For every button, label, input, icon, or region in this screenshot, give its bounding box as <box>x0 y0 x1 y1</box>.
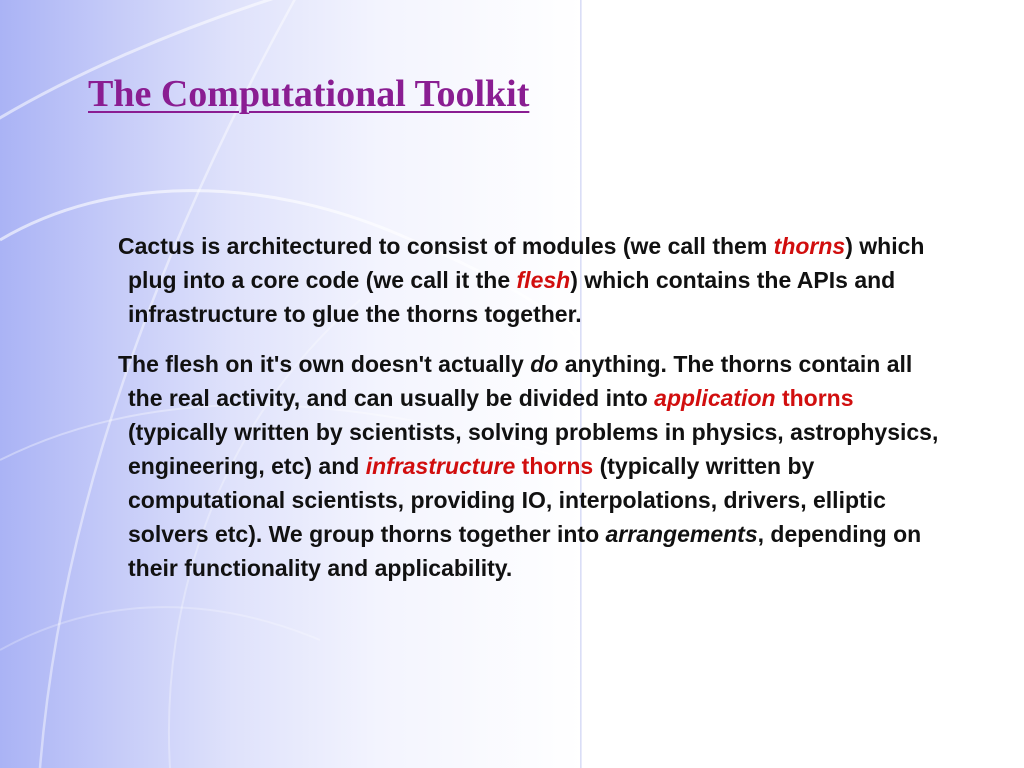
emphasis-flesh: flesh <box>516 267 571 293</box>
slide-title: The Computational Toolkit <box>88 73 530 115</box>
emphasis-arrangements: arrangements <box>605 521 758 547</box>
text-run: ) which plug into a core code (we call it the <box>128 233 925 293</box>
text-run: (typically written by computational scientists, providing IO, interpolations, drivers, elliptic solvers etc). We group thorns together into <box>128 453 886 547</box>
text-run: (typically written by scientists, solving problems in physics, astrophysics, engineering, etc) and <box>128 419 939 479</box>
paragraph-architecture <box>118 229 948 331</box>
emphasis-application: application <box>654 385 776 411</box>
emphasis-thorns: thorns <box>773 233 846 259</box>
text-run: Cactus is architectured to consist of modules (we call them <box>118 233 774 259</box>
slide-body <box>118 229 948 585</box>
emphasis-infrastructure: infrastructure <box>365 453 516 479</box>
text-run: , depending on their functionality and applicability. <box>128 521 922 581</box>
emphasis-application-thorns: thorns <box>775 385 854 411</box>
paragraph-flesh-and-thorns <box>118 347 948 585</box>
text-run: ) which contains the APIs and infrastructure to glue the thorns together. <box>128 267 896 327</box>
text-run: anything. The thorns contain all the real activity, and can usually be divided into <box>128 351 913 411</box>
emphasis-infrastructure-thorns: thorns <box>515 453 594 479</box>
emphasis-do: do <box>530 351 559 377</box>
text-run: The flesh on it's own doesn't actually <box>118 351 531 377</box>
